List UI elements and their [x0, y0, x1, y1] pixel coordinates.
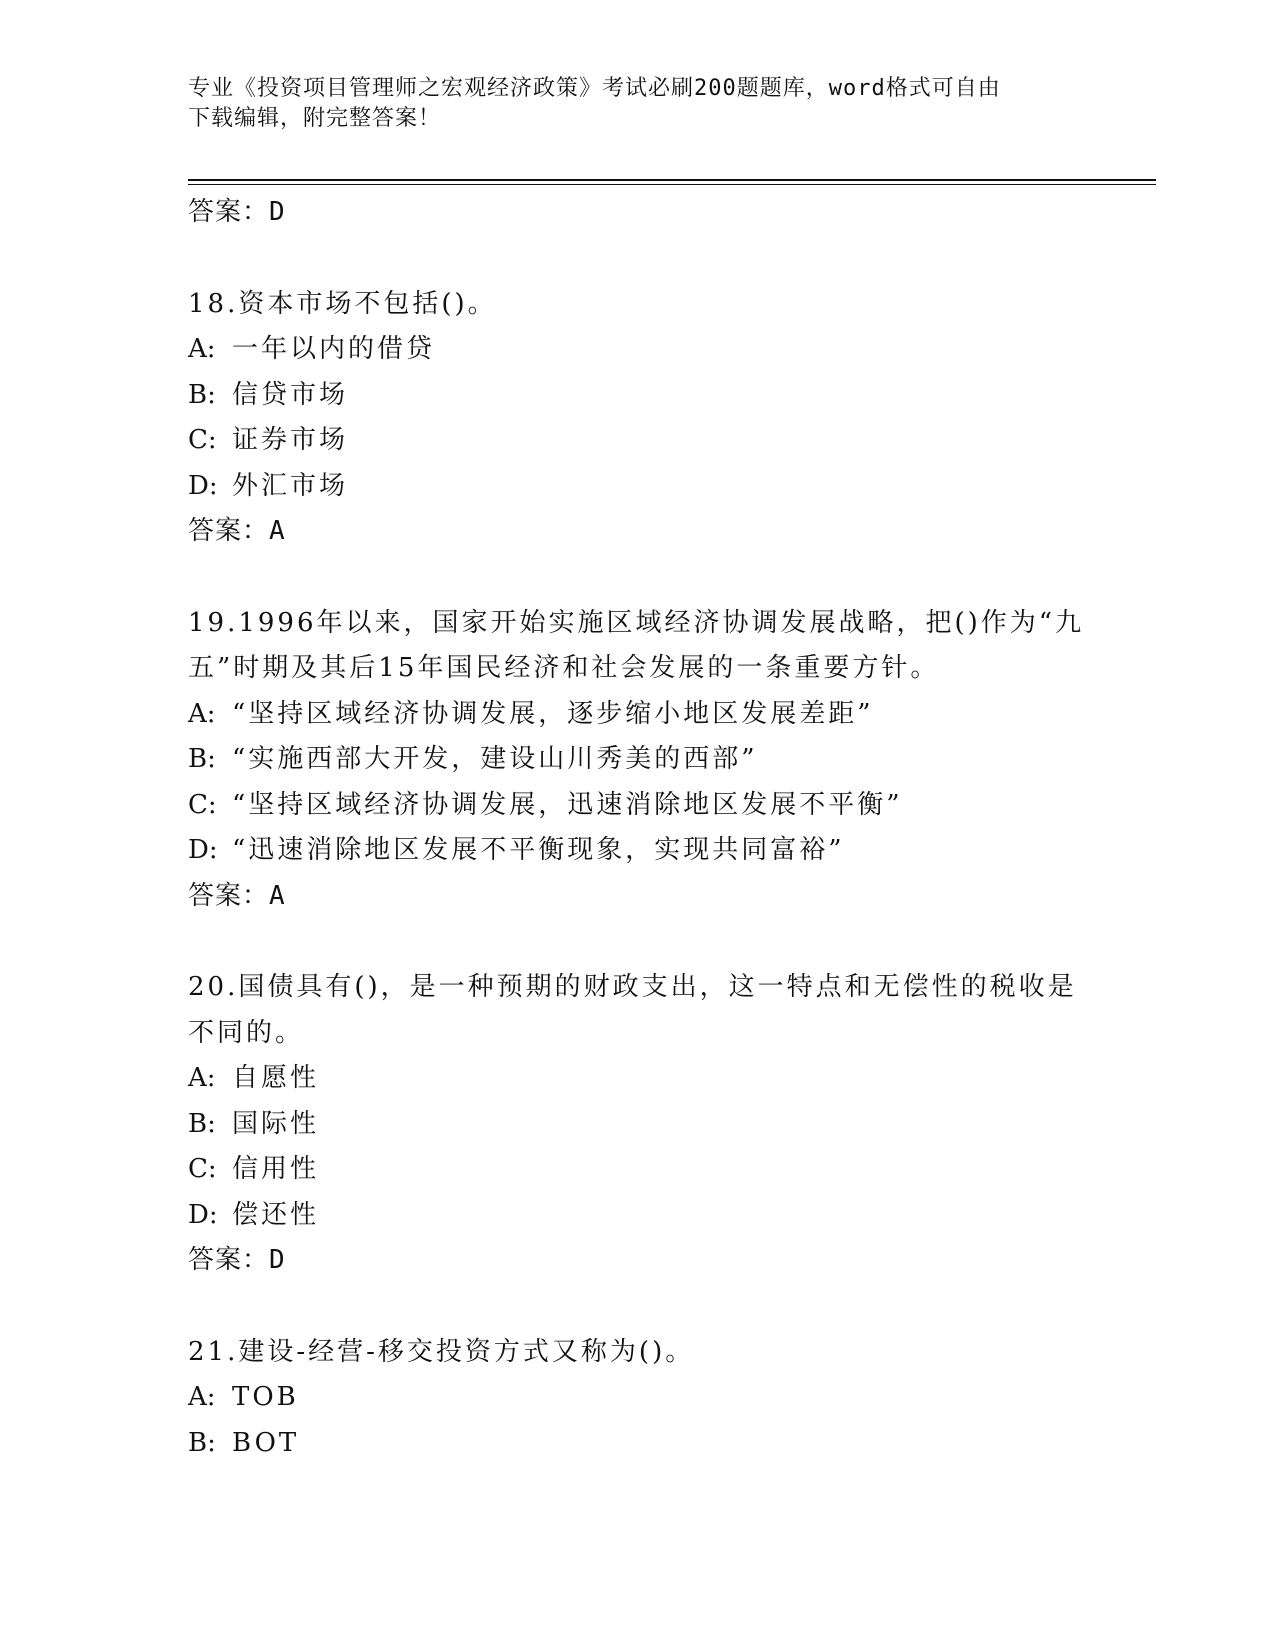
option-c: C: “坚持区域经济协调发展，迅速消除地区发展不平衡”: [188, 789, 903, 820]
option-a: A: 自愿性: [188, 1063, 320, 1093]
answer: 答案：D: [188, 1245, 286, 1275]
option-a: A: “坚持区域经济协调发展，逐步缩小地区发展差距”: [188, 698, 874, 729]
option-b: B: 国际性: [188, 1108, 320, 1139]
header-line-1: 专业《投资项目管理师之宏观经济政策》考试必刷200题题库，word格式可自由: [188, 76, 1001, 101]
option-a: A: TOB: [188, 1382, 299, 1412]
question-stem: 20.国债具有()，是一种预期的财政支出，这一特点和无偿性的税收是: [188, 972, 1077, 1002]
option-c: C: 信用性: [188, 1154, 320, 1184]
option-d: D: “迅速消除地区发展不平衡现象，实现共同富裕”: [188, 835, 845, 865]
header-line-2: 下载编辑，附完整答案！: [188, 106, 442, 131]
question-stem: 19.1996年以来，国家开始实施区域经济协调发展战略，把()作为“九: [188, 607, 1085, 638]
answer: 答案：A: [188, 880, 286, 911]
header-rule-thick: [188, 179, 1156, 181]
header-rule-thin: [188, 184, 1156, 185]
option-d: D: 外汇市场: [188, 470, 349, 501]
option-d: D: 偿还性: [188, 1199, 320, 1230]
option-b: B: “实施西部大开发，建设山川秀美的西部”: [188, 744, 758, 774]
option-b: B: BOT: [188, 1427, 300, 1458]
question-stem-continued: 不同的。: [188, 1017, 305, 1048]
option-b: B: 信贷市场: [188, 379, 349, 410]
question-list: [188, 190, 1088, 1466]
question-stem: 18.资本市场不包括()。: [188, 288, 497, 319]
option-c: C: 证券市场: [188, 425, 349, 455]
answer: 答案：A: [188, 516, 286, 546]
option-a: A: 一年以内的借贷: [188, 334, 436, 364]
question-19: [188, 601, 1088, 920]
document-header: [188, 74, 1088, 134]
question-21: [188, 1330, 1088, 1467]
question-20: [188, 965, 1088, 1284]
question-stem: 21.建设-经营-移交投资方式又称为()。: [188, 1336, 695, 1367]
question-18: [188, 282, 1088, 555]
question-stem-continued: 五”时期及其后15年国民经济和社会发展的一条重要方针。: [188, 653, 940, 683]
previous-answer: 答案：D: [188, 197, 286, 227]
